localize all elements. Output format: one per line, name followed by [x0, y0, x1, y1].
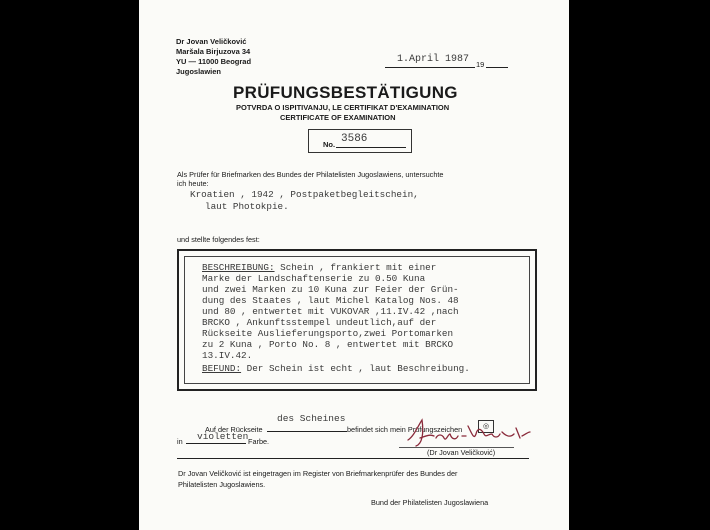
- certificate-number: 3586: [341, 133, 368, 145]
- intro-line-2: ich heute:: [177, 179, 209, 188]
- title-translation-1: POTVRDA O ISPITIVANJU, LE CERTIFIKAT D'EXAMINATION: [236, 103, 450, 112]
- verdict-label: BEFUND:: [202, 363, 242, 374]
- issuer-street: Maršala Birjuzova 34: [176, 47, 251, 56]
- signer-name: (Dr Jovan Veličković): [427, 448, 496, 457]
- description-line-5: und 80 , entwertet mit VUKOVAR ,11.IV.42 ,nach: [202, 306, 459, 317]
- verdict-line: [202, 363, 470, 374]
- verdict-text: Der Schein ist echt , laut Beschreibung.: [241, 363, 470, 374]
- issuer-country: Jugoslawien: [176, 67, 222, 76]
- label-farbe: Farbe.: [248, 437, 270, 446]
- description-line-1: [202, 262, 436, 273]
- description-line-8: zu 2 Kuna , Porto No. 8 , entwertet mit BRCKO: [202, 339, 454, 350]
- label-back-side: Auf der Rückseite: [205, 425, 263, 434]
- footer-line-2: Philatelisten Jugoslawiens.: [178, 480, 266, 489]
- color-underline: [186, 443, 246, 444]
- issuer-name: Dr Jovan Veličković: [176, 37, 247, 46]
- item-description-2: laut Photokpie.: [205, 201, 289, 212]
- typed-scheines: des Scheines: [277, 413, 346, 424]
- signature-line: [399, 447, 514, 448]
- stamp-mark-icon: ◎: [478, 420, 494, 433]
- description-line-9: 13.IV.42.: [202, 350, 253, 361]
- signature-icon: [404, 412, 534, 452]
- description-text-1: Schein , frankiert mit einer: [274, 262, 437, 273]
- typed-color: violetten: [197, 431, 249, 442]
- issue-date: 1.April 1987: [397, 54, 470, 65]
- certificate-page: [139, 0, 569, 530]
- certificate-number-box: [308, 129, 412, 153]
- certificate-number-label: No.: [323, 140, 336, 149]
- title-translation-2: CERTIFICATE OF EXAMINATION: [280, 113, 396, 122]
- description-line-4: dung des Staates , laut Michel Katalog Nos. 48: [202, 295, 459, 306]
- description-line-2: Marke der Landschaftenserie zu 0.50 Kuna: [202, 273, 426, 284]
- page-title: PRÜFUNGSBESTÄTIGUNG: [233, 83, 458, 102]
- label-stamp-mark: befindet sich mein Prüfungszeichen: [347, 425, 463, 434]
- year-underline: [486, 67, 508, 68]
- number-underline: [336, 147, 406, 148]
- issuer-city: YU — 11000 Beograd: [176, 57, 252, 66]
- findings-intro: und stellte folgendes fest:: [177, 235, 260, 244]
- date-year-suffix: 19: [476, 60, 485, 69]
- date-underline: [385, 67, 475, 68]
- description-line-6: BRCKO , Ankunftsstempel undeutlich,auf der: [202, 317, 437, 328]
- description-label: BESCHREIBUNG:: [202, 262, 275, 273]
- footer-divider: [177, 458, 529, 459]
- description-line-7: Rückseite Auslieferungsporto,zwei Portomarken: [202, 328, 454, 339]
- label-in: in: [177, 437, 183, 446]
- footer-organization: Bund der Philatelisten Jugoslawiena: [371, 498, 489, 507]
- issuer-address: [176, 37, 251, 77]
- item-description-1: Kroatien , 1942 , Postpaketbegleitschein,: [190, 189, 419, 200]
- intro-line-1: Als Prüfer für Briefmarken des Bundes der Philatelisten Jugoslawiens, untersuchte: [177, 170, 444, 179]
- description-line-3: und zwei Marken zu 10 Kuna zur Feier der Grün-: [202, 284, 459, 295]
- footer-line-1: Dr Jovan Veličković ist eingetragen im Register von Briefmarkenprüfer des Bundes der: [178, 469, 458, 478]
- back-side-underline: [267, 431, 347, 432]
